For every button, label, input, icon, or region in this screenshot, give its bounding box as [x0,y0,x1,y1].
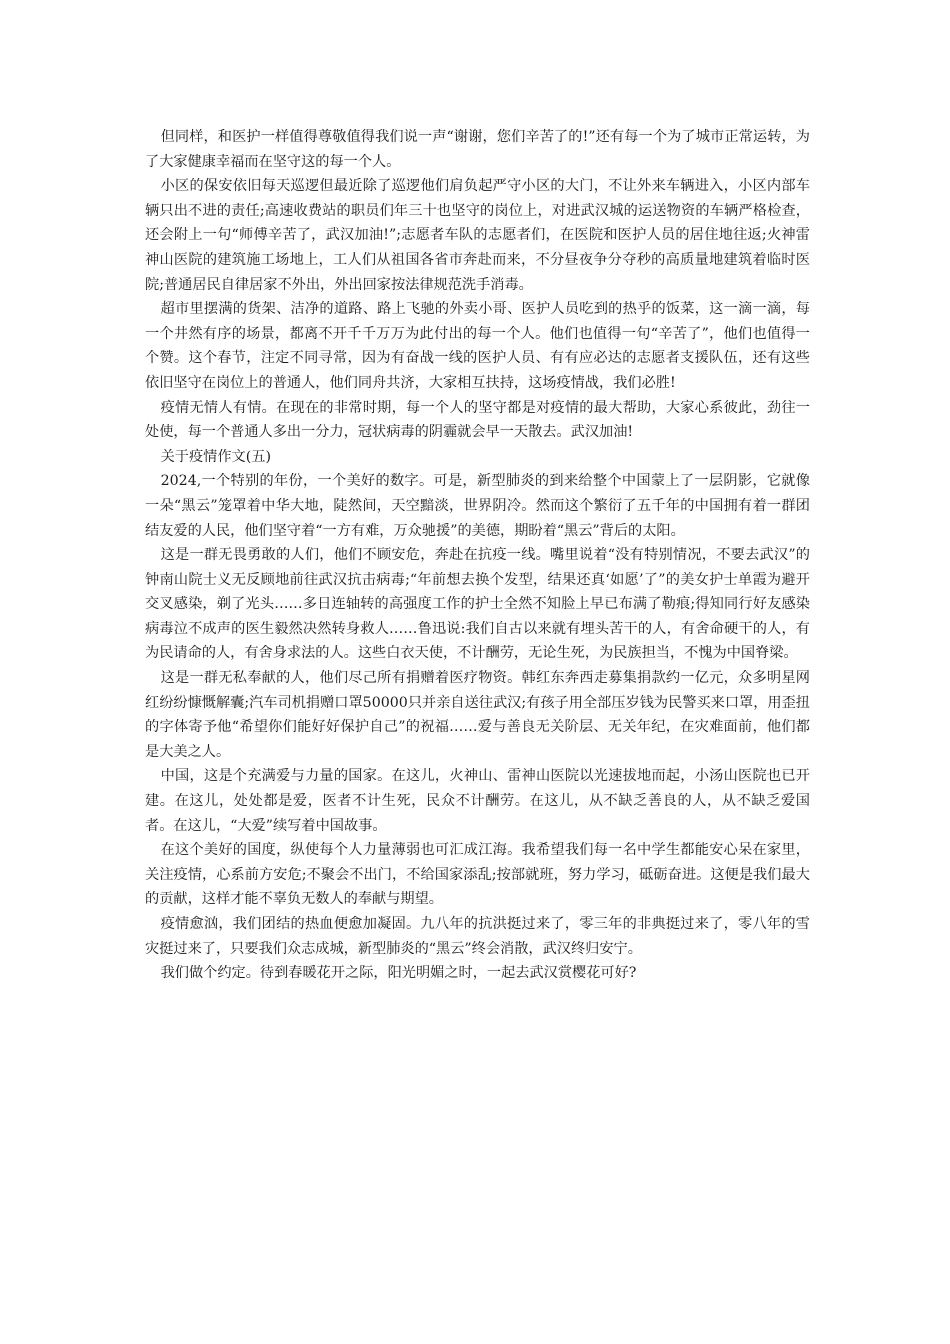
paragraph: 这是一群无畏勇敢的人们，他们不顾安危，奔赴在抗疫一线。嘴里说着“没有特别情况，不要去武汉”的钟南山院士义无反顾地前往武汉抗击病毒;“年前想去换个发型，结果还真‘如愿’了”的美女护士单霞为避开交叉感染，剃了光头……多日连轴转的高强度工作的护士全然不知脸上早已布满了勒痕;得知同行好友感染病毒泣不成声的医生毅然决然转身救人……鲁迅说:我们自古以来就有埋头苦干的人，有舍命硬干的人，有为民请命的人，有舍身求法的人。这些白衣天使，不计酬劳，无论生死，为民族担当，不愧为中国脊梁。 [145,547,810,662]
paragraph: 在这个美好的国度，纵使每个人力量薄弱也可汇成江海。我希望我们每一名中学生都能安心呆在家里，关注疫情，心系前方安危;不聚会不出门，不给国家添乱;按部就班，努力学习，砥砺奋进。这便是我们最大的贡献，这样才能不辜负无数人的奉献与期望。 [145,842,810,908]
paragraph: 小区的保安依旧每天巡逻但最近除了巡逻他们肩负起严守小区的大门，不让外来车辆进入，小区内部车辆只出不进的责任;高速收费站的职员们年三十也坚守的岗位上，对进武汉城的运送物资的车辆严格检查，还会附上一句“师傅辛苦了，武汉加油!”;志愿者车队的志愿者们，在医院和医护人员的居住地往返;火神雷神山医院的建筑施工场地上，工人们从祖国各省市奔赴而来，不分昼夜争分夺秒的高质量地建筑着临时医院;普通居民自律居家不外出，外出回家按法律规范洗手消毒。 [145,178,810,293]
paragraph: 疫情愈汹，我们团结的热血便愈加凝固。九八年的抗洪挺过来了，零三年的非典挺过来了，零八年的雪灾挺过来了，只要我们众志成城，新型肺炎的“黑云”终会消散，武汉终归安宁。 [145,916,810,957]
paragraph: 我们做个约定。待到春暖花开之际，阳光明媚之时，一起去武汉赏樱花可好? [160,965,637,982]
paragraph: 疫情无情人有情。在现在的非常时期，每一个人的坚守都是对疫情的最大帮助，大家心系彼此，劲往一处使，每一个普通人多出一分力，冠状病毒的阴霾就会早一天散去。武汉加油! [145,399,810,441]
section-heading: 关于疫情作文(五) [160,448,271,465]
paragraph: 中国，这是个充满爱与力量的国家。在这儿，火神山、雷神山医院以光速拔地而起，小汤山医院也已开建。在这儿，处处都是爱，医者不计生死，民众不计酬劳。在这儿，从不缺乏善良的人，从不缺乏爱国者。在这儿，“大爱”续写着中国故事。 [145,768,810,834]
document-body [145,125,810,986]
paragraph: 这是一群无私奉献的人，他们尽己所有捐赠着医疗物资。韩红东奔西走募集捐款约一亿元，众多明星网红纷纷慷慨解囊;汽车司机捐赠口罩50000只并亲自送往武汉;有孩子用全部压岁钱为民警买来口罩，用歪扭的字体寄予他“希望你们能好好保护自己”的祝福……爱与善良无关阶层、无关年纪，在灾难面前，他们都是大美之人。 [145,670,810,760]
paragraph: 超市里摆满的货架、洁净的道路、路上飞驰的外卖小哥、医护人员吃到的热乎的饭菜，这一滴一滴，每一个井然有序的场景，都离不开千千万万为此付出的每一个人。他们也值得一句“辛苦了”，他们也值得一个赞。这个春节，注定不同寻常，因为有奋战一线的医护人员、有有应必达的志愿者支援队伍，还有这些依旧坚守在岗位上的普通人，他们同舟共济，大家相互扶持，这场疫情战，我们必胜! [145,301,810,391]
paragraph: 2024,一个特别的年份，一个美好的数字。可是，新型肺炎的到来给整个中国蒙上了一层阴影，它就像一朵“黑云”笼罩着中华大地，陡然间，天空黯淡，世界阴冷。然而这个繁衍了五千年的中国拥有着一群团结友爱的人民，他们坚守着“一方有难，万众驰援”的美德，期盼着“黑云”背后的太阳。 [145,473,810,539]
paragraph: 但同样，和医护一样值得尊敬值得我们说一声“谢谢，您们辛苦了的!”还有每一个为了城市正常运转，为了大家健康幸福而在坚守这的每一个人。 [145,129,810,170]
